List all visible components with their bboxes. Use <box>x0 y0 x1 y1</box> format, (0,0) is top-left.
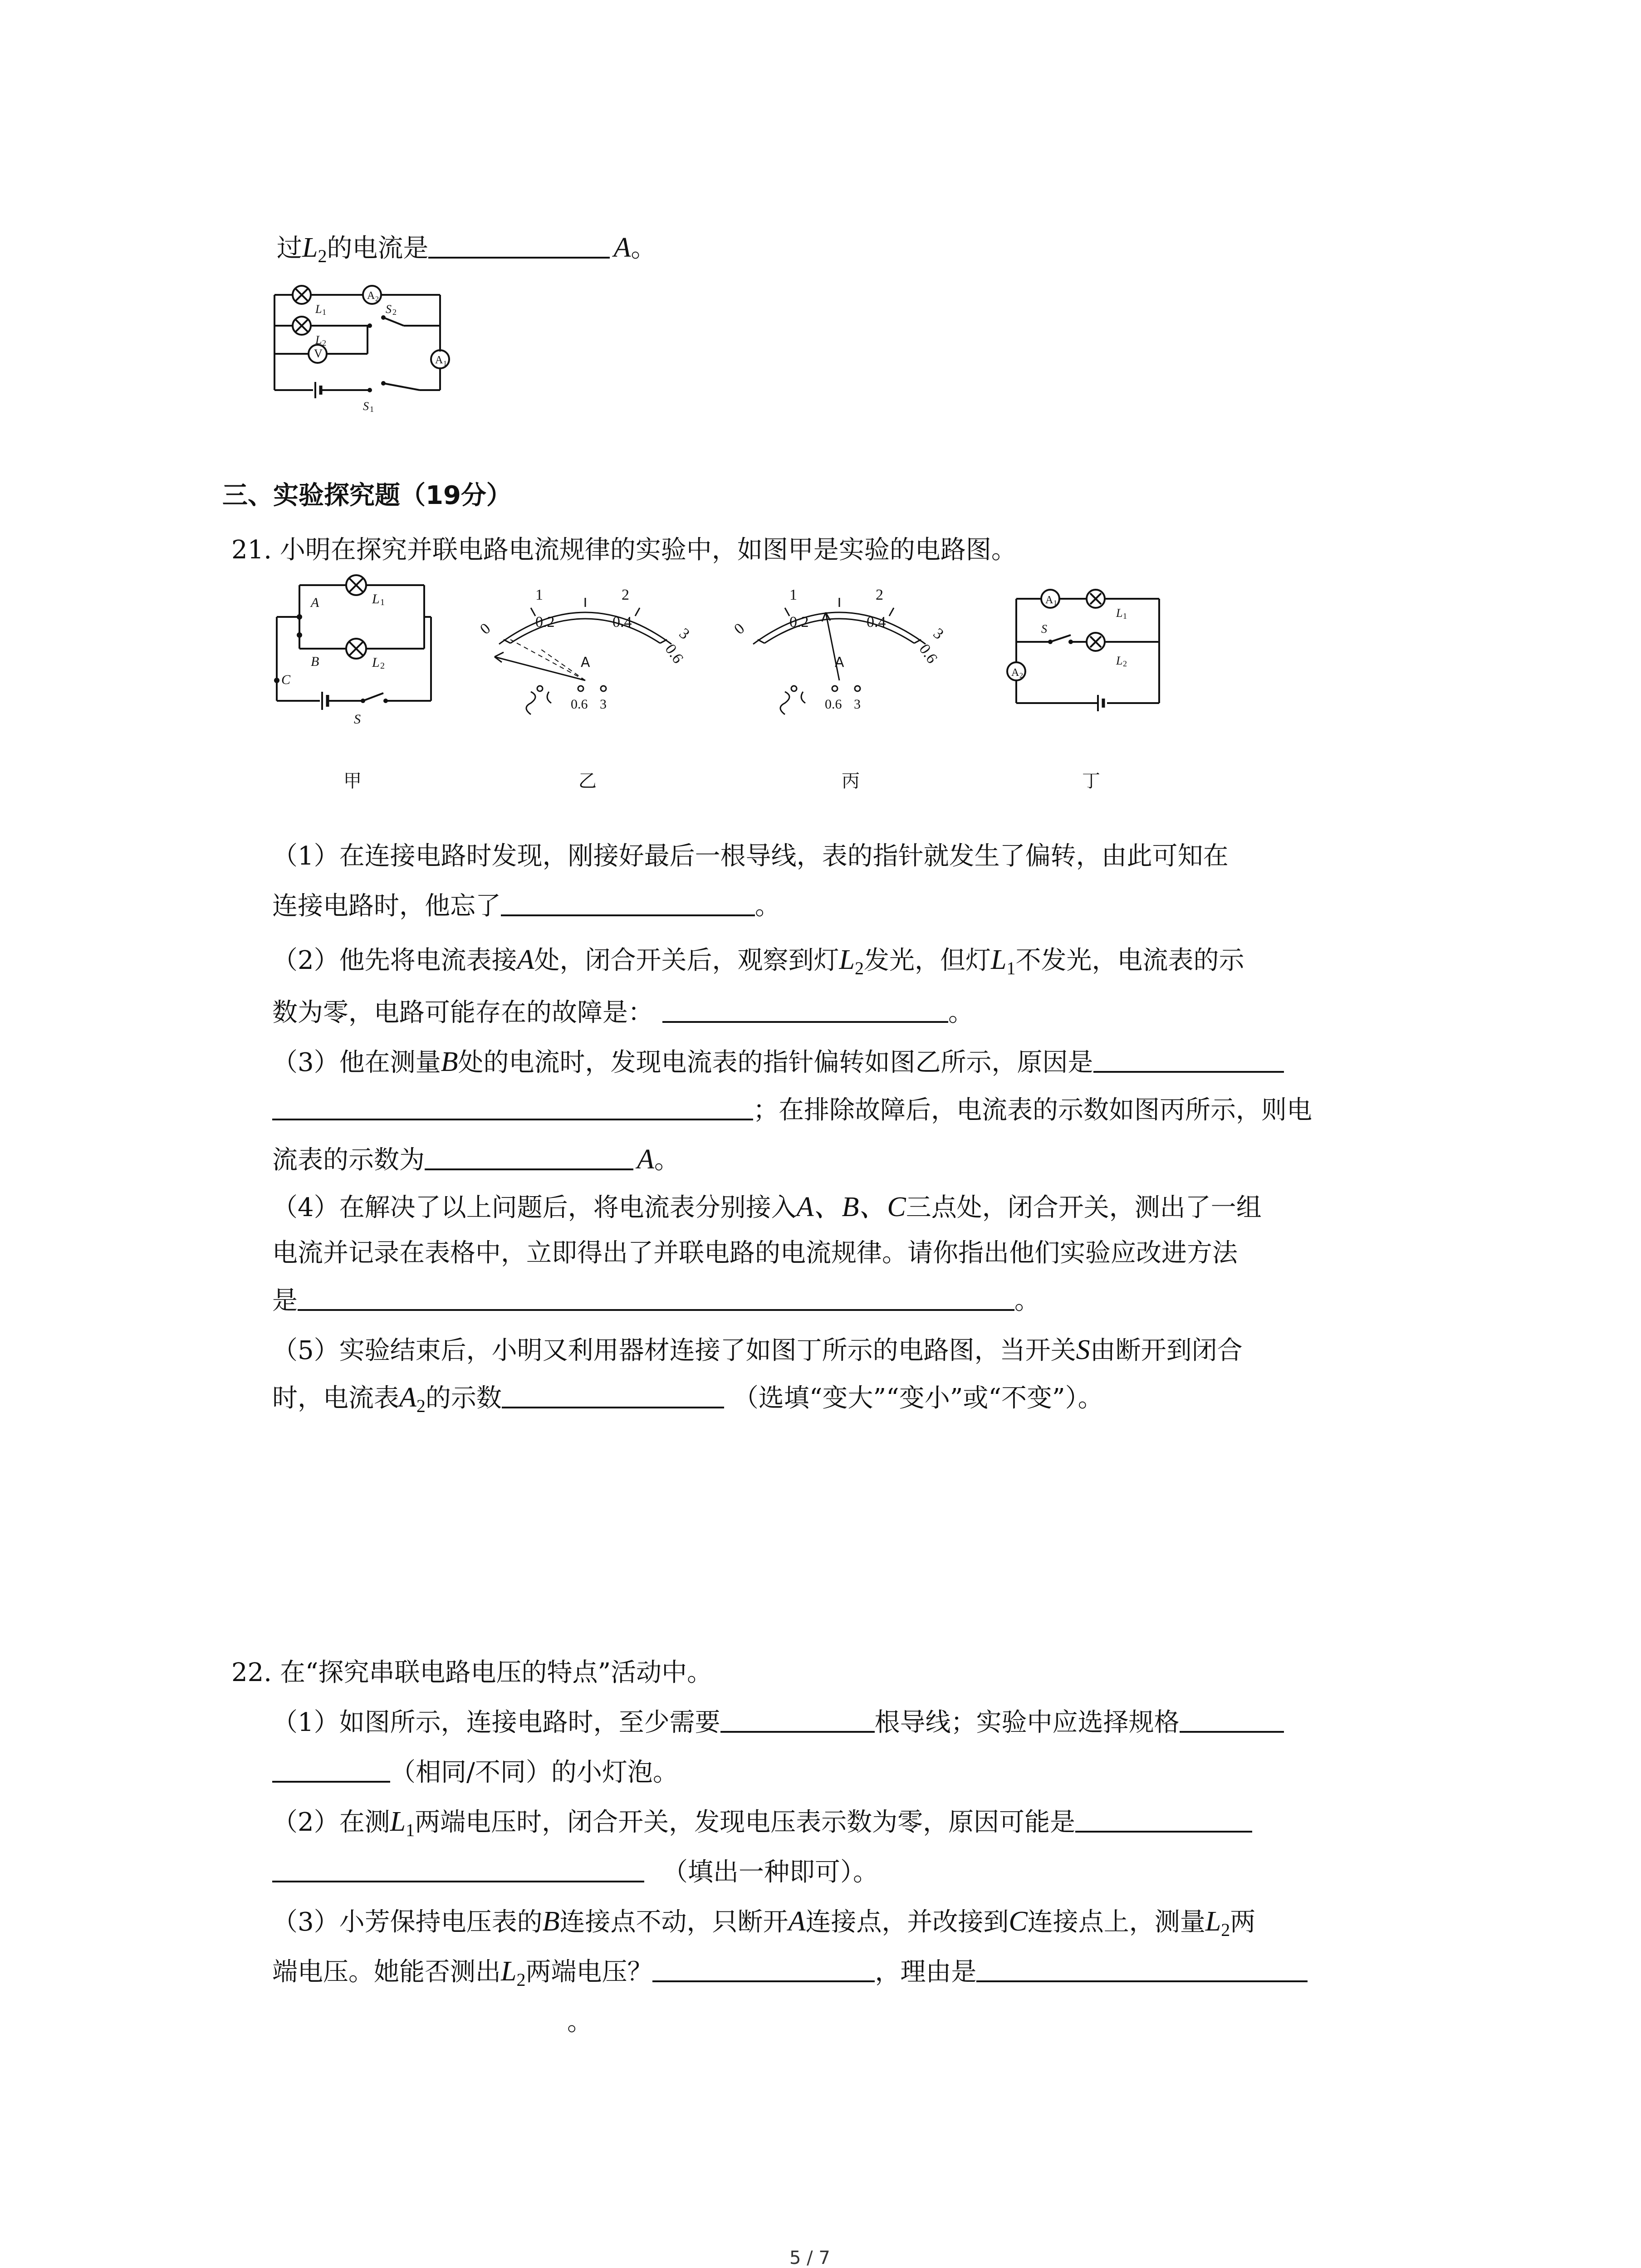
q22-blank-1a[interactable] <box>720 1710 875 1733</box>
ding-l2-label: L <box>1116 654 1123 667</box>
l2-subscript: 2 <box>318 246 327 266</box>
q21-p3-line3 <box>272 1145 680 1173</box>
section-3-heading: 三、实验探究题（19分） <box>222 481 512 510</box>
yi-tick-04: 0.4 <box>612 614 632 631</box>
q22-p1-line2 <box>272 1760 678 1785</box>
q21-p5-c: 时，电流表 <box>272 1383 399 1413</box>
l2-subscript: 2 <box>1221 1920 1230 1940</box>
figure-bing-ammeter <box>721 567 957 721</box>
q22-p3-d: 连接点上，测量 <box>1027 1907 1205 1937</box>
svg-text:2: 2 <box>1019 672 1023 679</box>
yi-tick-3: 3 <box>676 625 693 643</box>
page-number: 5 / 7 <box>789 2248 830 2268</box>
l2-symbol: L <box>302 232 318 263</box>
q21-p2-end: 。 <box>948 998 974 1027</box>
q22-p1-c: （相同/不同）的小灯泡。 <box>390 1758 678 1787</box>
q21-p2-line1 <box>272 946 1244 978</box>
q21-p3-c: ；在排除故障后，电流表的示数如图丙所示，则电 <box>753 1095 1312 1125</box>
q22-blank-3a[interactable] <box>652 1960 875 1982</box>
yi-tick-0: 0 <box>477 620 494 638</box>
q22-p3-line1 <box>272 1907 1255 1939</box>
bing-tick-04: 0.4 <box>867 614 886 631</box>
bing-tick-02: 0.2 <box>789 614 809 631</box>
q21-blank-4[interactable] <box>298 1288 1014 1311</box>
q22-p3-l2: L <box>1205 1906 1221 1937</box>
q21-p5-line1 <box>272 1336 1243 1364</box>
q21-p2-b: 处，闭合开关后，观察到灯 <box>534 946 839 975</box>
q22-p2-a: （2）在测 <box>272 1808 390 1837</box>
q21-p3-line2 <box>272 1095 1312 1125</box>
q22-blank-1b[interactable] <box>1180 1710 1284 1733</box>
q21-p3-unit: A <box>637 1144 654 1175</box>
q21-p3-a: （3）他在测量 <box>272 1048 441 1077</box>
svg-text:1: 1 <box>1123 611 1127 621</box>
q21-p1-text: 连接电路时，他忘了 <box>272 891 501 921</box>
q22-p3-g: 两端电压？ <box>525 1957 653 1987</box>
q22-p3-a: （3）小芳保持电压表的 <box>272 1907 543 1937</box>
bing-unit: A <box>835 655 844 670</box>
q21-p2-line2 <box>272 1000 974 1026</box>
q21-p5-line2 <box>272 1383 1103 1415</box>
bing-tick-3: 3 <box>930 625 947 643</box>
q21-p4-end: 。 <box>1014 1286 1040 1315</box>
q21-p2-l2: L <box>839 944 855 975</box>
yi-unit: A <box>581 655 590 670</box>
q22-p3-point-c: C <box>1009 1906 1028 1937</box>
q21-p3-line1 <box>272 1048 1284 1076</box>
q21-p3-d: 流表的示数为 <box>272 1145 425 1175</box>
q21-p4-line1 <box>272 1193 1262 1221</box>
q21-blank-3a[interactable] <box>1093 1050 1284 1073</box>
q20-unit: A <box>613 232 631 263</box>
q21-blank-3c[interactable] <box>425 1148 633 1170</box>
ding-a2-label: A <box>1011 667 1019 679</box>
q20-end: 。 <box>631 234 656 263</box>
q21-p4-b: 三点处，闭合开关，测出了一组 <box>906 1193 1262 1222</box>
l1-subscript: 1 <box>406 1820 415 1840</box>
q21-p4-a: （4）在解决了以上问题后，将电流表分别接入 <box>272 1193 797 1222</box>
q21-blank-2[interactable] <box>662 1000 948 1023</box>
ding-l1-label: L <box>1116 606 1123 620</box>
point-a-label: A <box>311 595 319 610</box>
q21-stem: 21. 小明在探究并联电路电流规律的实验中，如图甲是实验的电路图。 <box>231 535 1017 565</box>
q21-p3-point-b: B <box>441 1046 458 1077</box>
bing-terminal-06: 0.6 <box>825 697 842 712</box>
q21-p1-end: 。 <box>755 891 780 921</box>
q21-p4-d: 是 <box>272 1286 298 1315</box>
q22-p3-l2b: L <box>501 1956 517 1987</box>
q22-blank-2b[interactable] <box>272 1860 644 1882</box>
point-c-label: C <box>281 672 291 687</box>
q21-p2-point-a: A <box>517 944 534 975</box>
svg-text:1: 1 <box>370 405 374 414</box>
q20-answer-line <box>277 234 656 265</box>
q21-blank-3b[interactable] <box>272 1098 753 1120</box>
q21-p1-line1: （1）在连接电路时发现，刚接好最后一根导线，表的指针就发生了偏转，由此可知在 <box>272 841 1229 871</box>
q22-p1-line1 <box>272 1710 1284 1735</box>
bing-tick-0: 0 <box>731 620 748 638</box>
q22-p2-l1: L <box>390 1806 406 1837</box>
switch-s-label: S <box>354 712 361 727</box>
q22-p3-c: 连接点，并改接到 <box>805 1907 1009 1937</box>
q22-p2-line2 <box>272 1857 878 1887</box>
s2-label: S <box>386 303 392 316</box>
point-b-label: B <box>311 654 319 669</box>
q22-p3-h: ，理由是 <box>875 1957 977 1987</box>
q21-p5-a2: A <box>399 1382 416 1413</box>
q22-p3-point-a: A <box>788 1906 806 1937</box>
yi-tick-02: 0.2 <box>535 614 555 631</box>
q21-p2-e: 数为零，电路可能存在的故障是： <box>272 998 653 1027</box>
caption-ding: 丁 <box>1082 771 1100 792</box>
q21-p5-d: 的示数 <box>425 1383 502 1413</box>
q22-p3-end: 。 <box>567 2007 593 2037</box>
q22-p2-line1 <box>272 1808 1252 1839</box>
q22-p3-b: 连接点不动，只断开 <box>559 1907 789 1937</box>
bing-tick-1: 1 <box>789 587 797 603</box>
q21-p5-e: （选填“变大”“变小”或“不变”）。 <box>733 1383 1103 1413</box>
q22-p3-f: 端电压。她能否测出 <box>272 1957 501 1987</box>
yi-tick-2: 2 <box>622 587 629 603</box>
figure-ding-circuit <box>1003 590 1166 721</box>
q20-blank[interactable] <box>428 236 610 259</box>
bing-tick-2: 2 <box>876 587 883 603</box>
l1-label: L <box>315 303 322 316</box>
s1-label: S <box>363 400 369 413</box>
lamp-l1-label: L <box>372 591 380 606</box>
figure-yi-ammeter <box>467 567 703 721</box>
q20-text: 过 <box>277 234 302 263</box>
q21-p4-points: A、B、C <box>796 1192 906 1222</box>
lamp-l2-label: L <box>372 655 380 670</box>
yi-terminal-3: 3 <box>600 697 607 712</box>
yi-tick-06: 0.6 <box>661 641 687 667</box>
yi-terminal-06: 0.6 <box>571 697 588 712</box>
l2-label: L <box>315 333 322 347</box>
l2-subscript: 2 <box>516 1970 526 1990</box>
q22-p3-e: 两 <box>1230 1907 1256 1937</box>
caption-yi: 乙 <box>578 771 597 792</box>
svg-text:2: 2 <box>380 661 385 671</box>
l1-subscript: 1 <box>1006 958 1016 978</box>
svg-text:2: 2 <box>375 295 379 303</box>
figure-jia-parallel-circuit <box>272 576 436 730</box>
q22-p3-point-b: B <box>542 1906 560 1937</box>
q21-p4-line3 <box>272 1288 1040 1314</box>
q22-blank-3b[interactable] <box>976 1960 1308 1982</box>
q22-blank-1c[interactable] <box>272 1760 390 1783</box>
svg-text:1: 1 <box>380 597 385 607</box>
voltmeter-label: V <box>314 347 323 360</box>
bing-terminal-3: 3 <box>854 697 861 712</box>
q22-p2-c: （填出一种即可）。 <box>662 1857 878 1887</box>
q20-circuit-diagram <box>272 268 463 413</box>
yi-tick-1: 1 <box>535 587 543 603</box>
q20-mid: 的电流是 <box>327 234 429 263</box>
q21-blank-1[interactable] <box>501 894 755 916</box>
q21-p1-line2 <box>272 891 780 921</box>
q22-p2-b: 两端电压时，闭合开关，发现电压表示数为零，原因可能是 <box>415 1808 1076 1837</box>
q21-p3-end: 。 <box>654 1145 680 1175</box>
svg-text:1: 1 <box>1053 599 1057 607</box>
a1-meter-label: A <box>435 354 443 366</box>
bing-tick-06: 0.6 <box>916 641 941 667</box>
svg-text:2: 2 <box>1123 659 1127 668</box>
ding-s-label: S <box>1041 622 1047 635</box>
svg-text:2: 2 <box>322 338 326 347</box>
q22-p1-b: 根导线；实验中应选择规格 <box>874 1708 1180 1737</box>
q21-p5-a: （5）实验结束后，小明又利用器材连接了如图丁所示的电路图，当开关 <box>272 1336 1076 1365</box>
q21-p2-d: 不发光，电流表的示 <box>1015 946 1244 975</box>
q21-blank-5[interactable] <box>502 1386 724 1408</box>
q21-p4-line2: 电流并记录在表格中，立即得出了并联电路的电流规律。请你指出他们实验应改进方法 <box>272 1238 1238 1268</box>
q22-stem: 22. 在“探究串联电路电压的特点”活动中。 <box>231 1658 713 1687</box>
q21-p5-b: 由断开到闭合 <box>1090 1336 1243 1365</box>
q22-blank-2a[interactable] <box>1075 1810 1252 1833</box>
q21-p3-b: 处的电流时，发现电流表的指针偏转如图乙所示，原因是 <box>458 1048 1093 1077</box>
q21-p2-l1: L <box>991 944 1007 975</box>
svg-text:1: 1 <box>322 308 326 317</box>
q22-p1-a: （1）如图所示，连接电路时，至少需要 <box>272 1708 720 1737</box>
q21-p2-a: （2）他先将电流表接 <box>272 946 517 975</box>
q22-p3-line2 <box>272 1957 1308 1989</box>
svg-text:1: 1 <box>443 360 447 367</box>
a2-meter-label: A <box>367 290 375 302</box>
l2-subscript: 2 <box>855 958 864 978</box>
ding-a1-label: A <box>1045 594 1053 606</box>
q21-p2-c: 发光，但灯 <box>864 946 991 975</box>
svg-text:2: 2 <box>392 308 397 317</box>
a2-subscript: 2 <box>416 1396 426 1416</box>
caption-jia: 甲 <box>343 771 362 792</box>
caption-bing: 丙 <box>842 771 860 792</box>
q21-p5-switch-s: S <box>1076 1334 1090 1365</box>
